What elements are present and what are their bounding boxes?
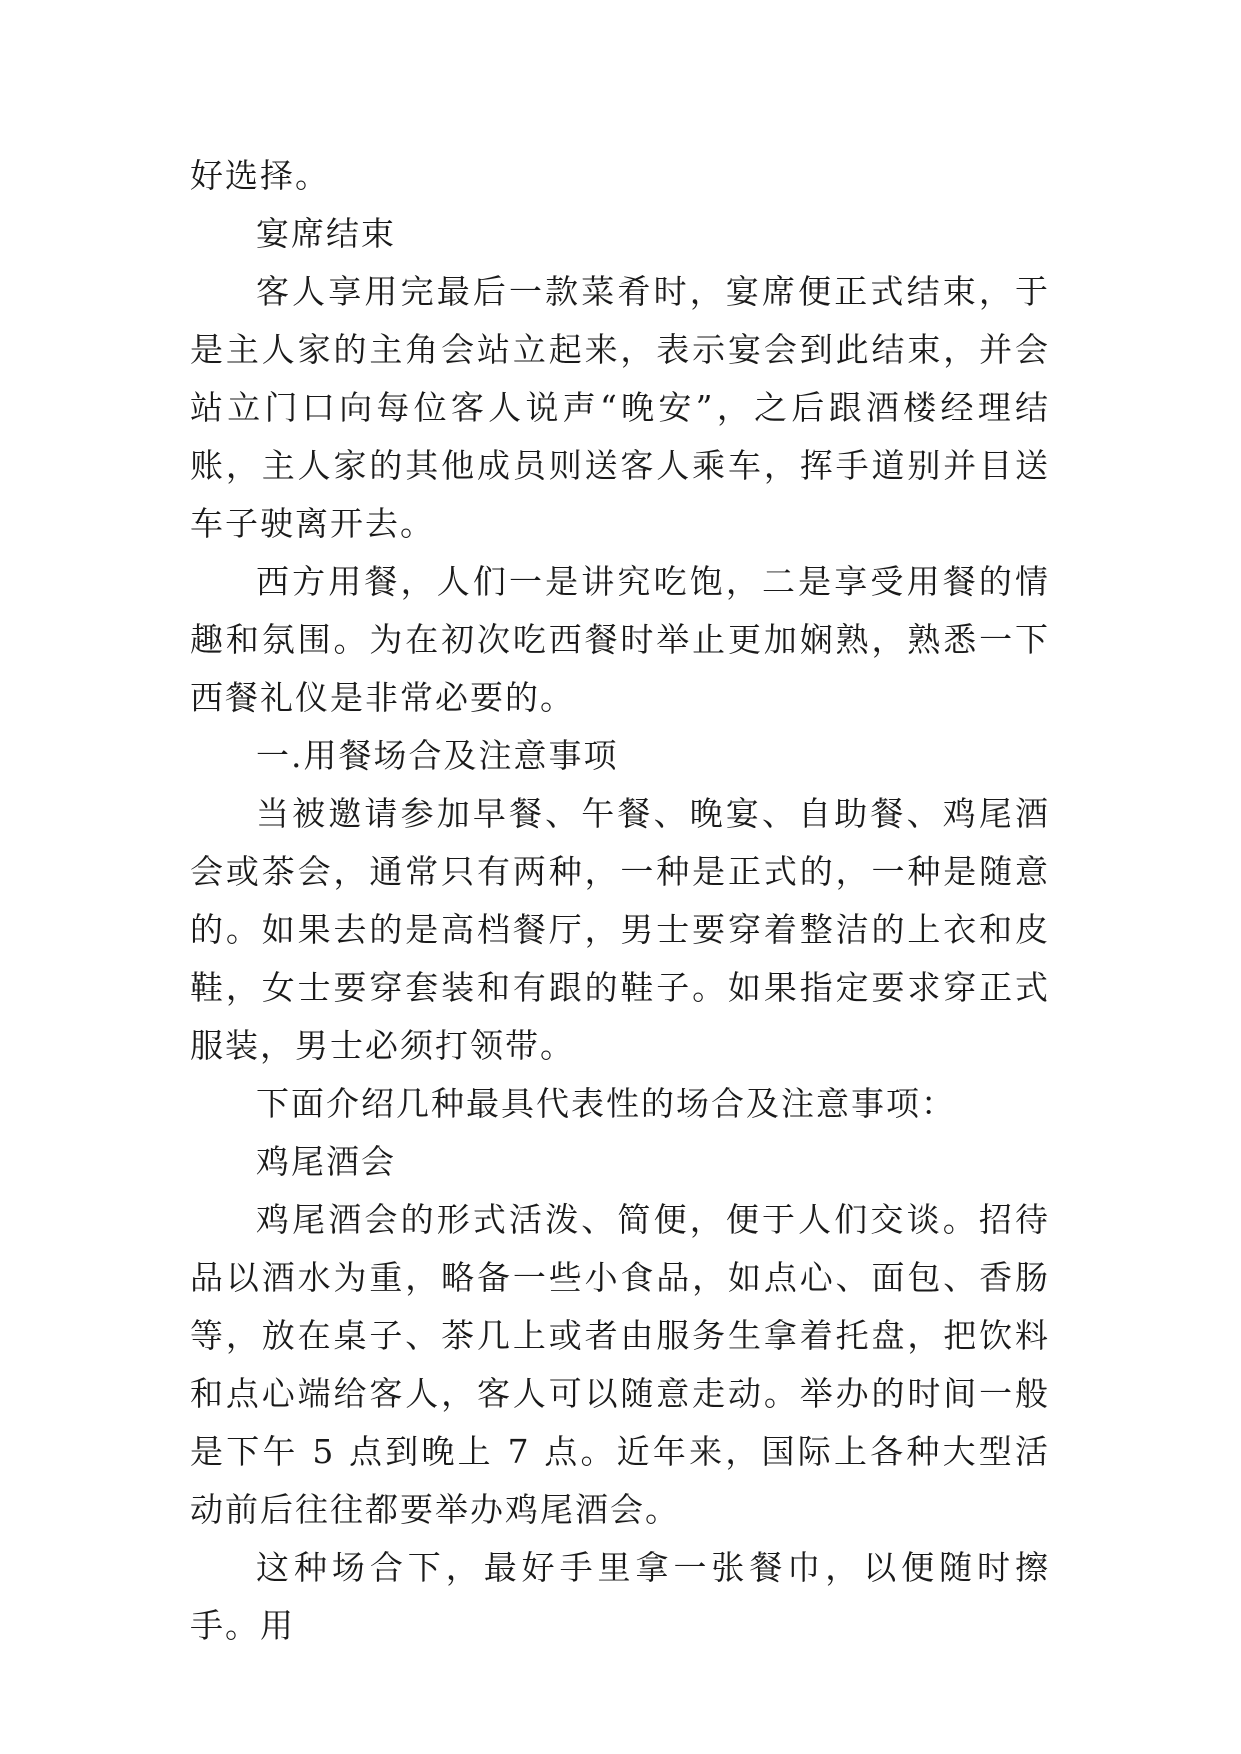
section-heading-cocktail-party: 鸡尾酒会 (256, 1142, 396, 1181)
paragraph-intro-occasions: 下面介绍几种最具代表性的场合及注意事项： (256, 1084, 956, 1123)
section-heading-occasions: 一.用餐场合及注意事项 (256, 736, 619, 775)
paragraph-banquet-end: 客人享用完最后一款菜肴时，宴席便正式结束，于是主人家的主角会站立起来，表示宴会到此结束，并会站立门口向每位客人说声“晚安”，之后跟酒楼经理结账，主人家的其他成员则送客人乘车，挥手道别并目送车子驶离开去。 (190, 272, 1050, 543)
paragraph-western-dining: 西方用餐，人们一是讲究吃饱，二是享受用餐的情趣和氛围。为在初次吃西餐时举止更加娴熟，熟悉一下西餐礼仪是非常必要的。 (190, 562, 1050, 717)
paragraph-cocktail-party: 鸡尾酒会的形式活泼、简便，便于人们交谈。招待品以酒水为重，略备一些小食品，如点心、面包、香肠等，放在桌子、茶几上或者由服务生拿着托盘，把饮料和点心端给客人，客人可以随意走动。举办的时间一般是下午 5 点到晚上 7 点。近年来，国际上各种大型活动前后往往都要举办鸡尾酒会。 (190, 1200, 1050, 1529)
paragraph-napkin: 这种场合下，最好手里拿一张餐巾，以便随时擦手。用 (190, 1548, 1050, 1645)
paragraph-dress-code: 当被邀请参加早餐、午餐、晚宴、自助餐、鸡尾酒会或茶会，通常只有两种，一种是正式的，一种是随意的。如果去的是高档餐厅，男士要穿着整洁的上衣和皮鞋，女士要穿套装和有跟的鞋子。如果指定要求穿正式服装，男士必须打领带。 (190, 794, 1050, 1065)
section-heading-banquet-end: 宴席结束 (256, 214, 396, 253)
paragraph-continuation: 好选择。 (190, 156, 330, 195)
body-text (190, 147, 1050, 1655)
